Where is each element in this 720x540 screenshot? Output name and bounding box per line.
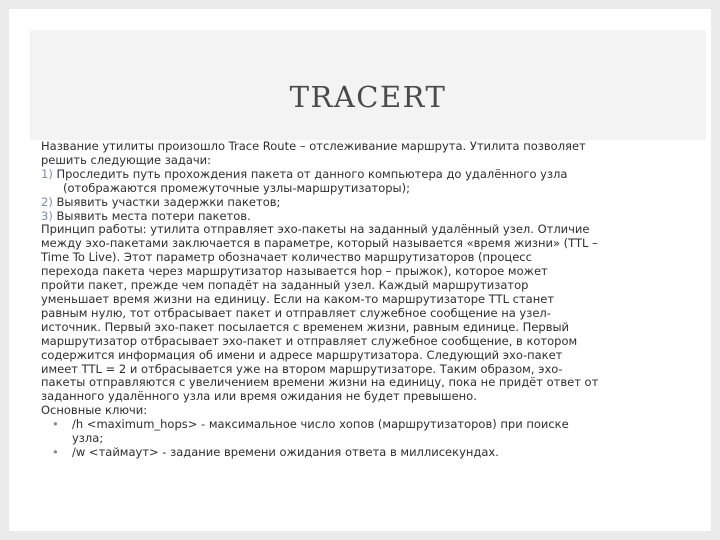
task-number: 3): [41, 208, 53, 223]
principle-line: содержится информация об имени и адресе маршрутизатора. Следующий эхо-пакет: [41, 347, 563, 362]
keys-heading: Основные ключи:: [41, 403, 148, 418]
key-item: [41, 446, 691, 460]
principle-line: Time To Live). Этот параметр обозначает количество маршрутизаторов (процесс: [41, 250, 532, 265]
principle-line: источник. Первый эхо-пакет посылается с временем жизни, равным единице. Первый: [41, 319, 570, 334]
principle-line: уменьшает время жизни на единицу. Если на каком-то маршрутизаторе TTL станет: [41, 291, 555, 306]
task-item: [41, 168, 691, 182]
title-box: [30, 30, 706, 140]
principle-line: пакеты отправляются с увеличением времени жизни на единицу, пока не придёт ответ от: [41, 375, 599, 390]
key-text: /w <таймаут> - задание времени ожидания ответа в миллисекундах.: [72, 444, 499, 459]
principle-line: перехода пакета через маршрутизатор называется hop – прыжок), которое может: [41, 264, 548, 279]
bullet-icon: •: [52, 417, 59, 432]
principle-line: имеет TTL = 2 и отбрасывается уже на втором маршрутизаторе. Таким образом, эхо-: [41, 361, 563, 376]
slide-title: TRACERT: [289, 80, 447, 114]
principle-line: пройти пакет, прежде чем попадёт на заданный узел. Каждый маршрутизатор: [41, 278, 529, 293]
principle-line: Принцип работы: утилита отправляет эхо-пакеты на заданный удалённый узел. Отличие: [41, 222, 590, 237]
task-text: Выявить места потери пакетов.: [56, 208, 251, 223]
task-number: 2): [41, 194, 53, 209]
task-number: 1): [41, 166, 53, 181]
intro-line: решить следующие задачи:: [41, 152, 212, 167]
task-continuation: (отображаются промежуточные узлы-маршрутизаторы);: [63, 180, 410, 195]
intro-line: Название утилиты произошло Trace Route – отслеживание маршрута. Утилита позволяет: [41, 139, 586, 153]
key-continuation: узла;: [72, 431, 104, 446]
principle-line: маршрутизатор отбрасывает эхо-пакет и отправляет служебное сообщение, в котором: [41, 333, 578, 348]
principle-line: между эхо-пакетами заключается в параметре, который называется «время жизни» (TTL –: [41, 236, 598, 251]
task-item: [41, 210, 691, 224]
principle-line: равным нулю, тот отбрасывает пакет и отправляет служебное сообщение на узел-: [41, 305, 551, 320]
key-text: /h <maximum_hops> - максимальное число хопов (маршрутизаторов) при поиске: [72, 417, 569, 432]
task-text: Проследить путь прохождения пакета от данного компьютера до удалённого узла: [56, 166, 568, 181]
key-item: [41, 418, 691, 432]
task-text: Выявить участки задержки пакетов;: [56, 194, 281, 209]
task-item: [41, 196, 691, 210]
principle-line: заданного удалённого узла или время ожидания не будет превышено.: [41, 389, 477, 404]
bullet-icon: •: [52, 444, 59, 459]
slide-body: [41, 140, 691, 460]
